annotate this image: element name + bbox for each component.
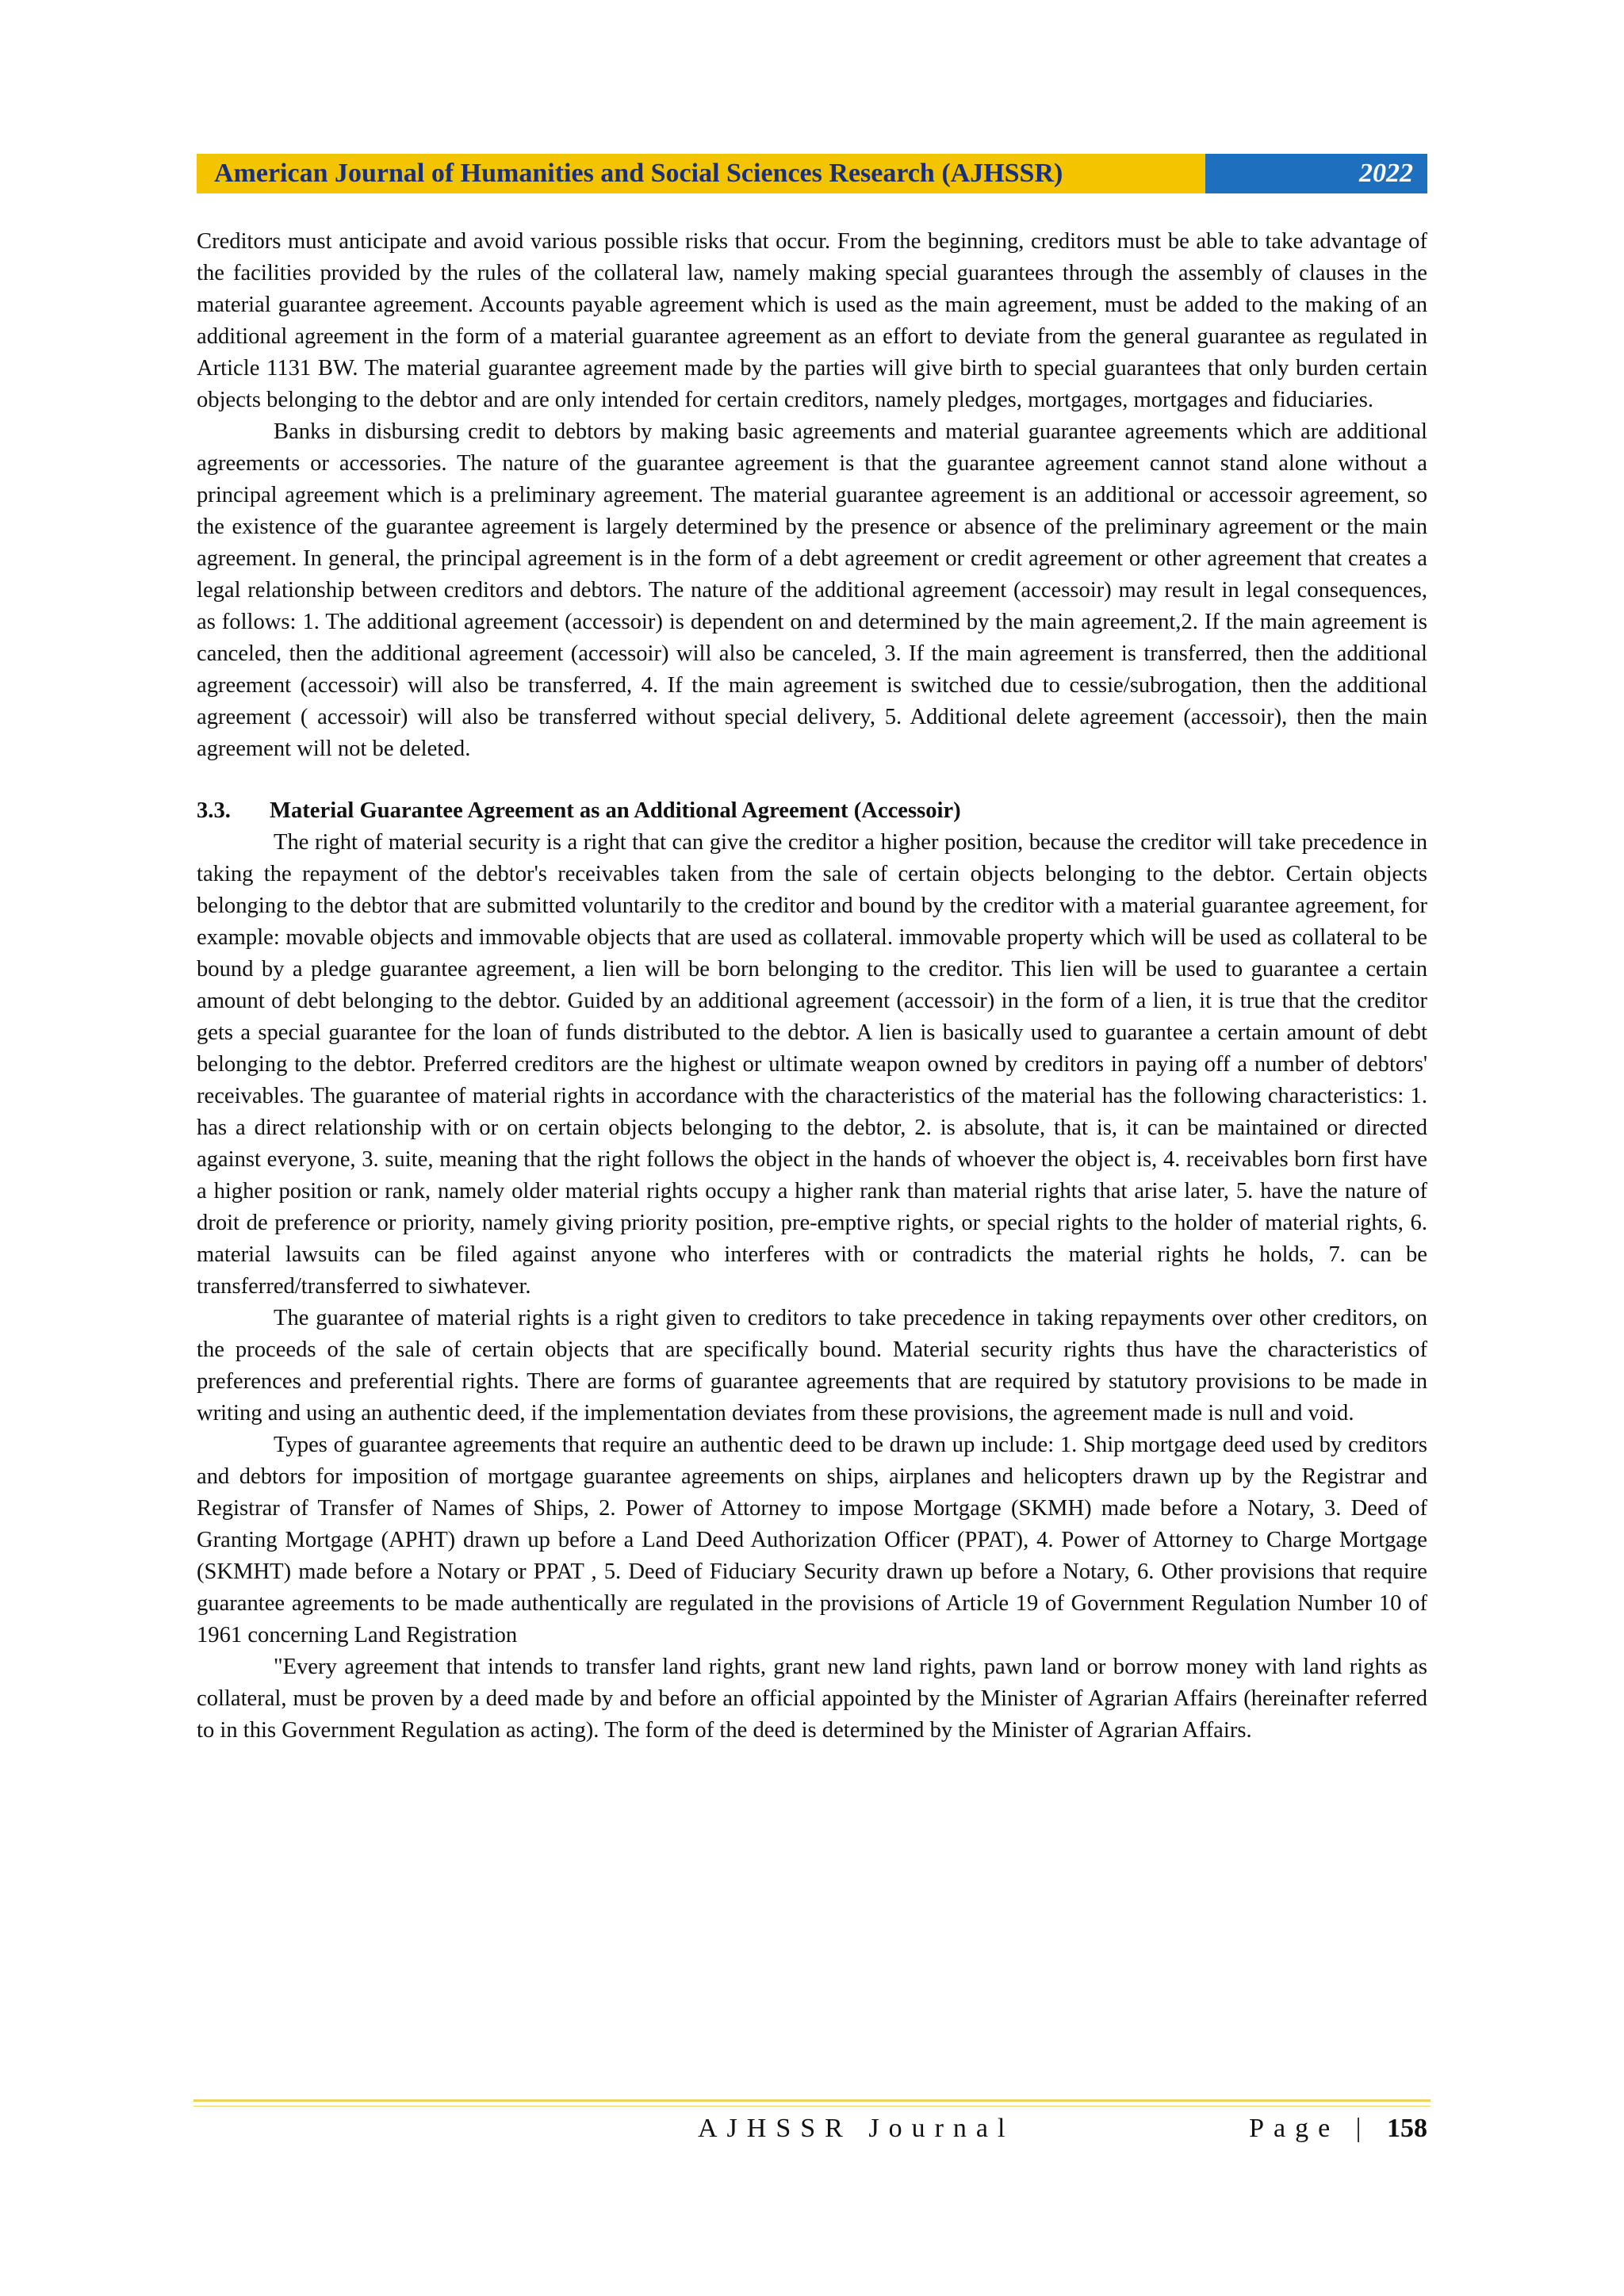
- footer-page-number: 158: [1387, 2114, 1427, 2143]
- article-body: [197, 226, 1427, 1747]
- paragraph-3: The right of material security is a right that can give the creditor a higher position, because the creditor will take precedence in taking the repayment of the debtor's receivables taken from the sale of certain objects belonging to the debtor. Certain objects belonging to the debtor that are submitted voluntarily to the creditor and bound by the creditor with a material guarantee agreement, for example: movable objects and immovable objects that are used as collateral. immovable property which will be used as collateral to be bound by a pledge guarantee agreement, a lien will be born belonging to the creditor. This lien will be used to guarantee a certain amount of debt belonging to the debtor. Guided by an additional agreement (accessoir) in the form of a lien, it is true that the creditor gets a special guarantee for the loan of funds distributed to the debtor. A lien is basically used to guarantee a certain amount of debt belonging to the debtor. Preferred creditors are the highest or ultimate weapon owned by creditors in paying off a number of debtors' receivables. The guarantee of material rights in accordance with the characteristics of the material has the following characteristics: 1. has a direct relationship with or on certain objects belonging to the debtor, 2. is absolute, that is, it can be maintained or directed against everyone, 3. suite, meaning that the right follows the object in the hands of whoever the object is, 4. receivables born first have a higher position or rank, namely older material rights occupy a higher rank than material rights that arise later, 5. have the nature of droit de preference or priority, namely giving priority position, pre-emptive rights, or special rights to the holder of material rights, 6. material lawsuits can be filed against anyone who interferes with or contradicts the material rights he holds, 7. can be transferred/transferred to siwhatever.: [197, 830, 1427, 1299]
- publication-year: 2022: [1205, 154, 1427, 193]
- paragraph-6-quote: "Every agreement that intends to transfer land rights, grant new land rights, pawn land or borrow money with land rights as collateral, must be proven by a deed made by and before an official appointed by the Minister of Agrarian Affairs (hereinafter referred to in this Government Regulation as acting). The form of the deed is determined by the Minister of Agrarian Affairs.: [197, 1655, 1427, 1743]
- page-header: [197, 154, 1427, 193]
- section-number: 3.3.: [197, 798, 231, 823]
- paragraph-5: Types of guarantee agreements that require an authentic deed to be drawn up include: 1. Ship mortgage deed used by creditors and debtors for imposition of mortgage guarantee agreements on ships, airplanes and helicopters drawn up by the Registrar and Registrar of Transfer of Names of Ships, 2. Power of Attorney to impose Mortgage (SKMH) made before a Notary, 3. Deed of Granting Mortgage (APHT) drawn up before a Land Deed Authorization Officer (PPAT), 4. Power of Attorney to Charge Mortgage (SKMHT) made before a Notary or PPAT , 5. Deed of Fiduciary Security drawn up before a Notary, 6. Other provisions that require guarantee agreements to be made authentically are regulated in the provisions of Article 19 of Government Regulation Number 10 of 1961 concerning Land Registration: [197, 1433, 1427, 1647]
- paragraph-1: Creditors must anticipate and avoid various possible risks that occur. From the beginning, creditors must be able to take advantage of the facilities provided by the rules of the collateral law, namely making special guarantees through the assembly of clauses in the material guarantee agreement. Accounts payable agreement which is used as the main agreement, must be added to the making of an additional agreement in the form of a material guarantee agreement as an effort to deviate from the general guarantee as regulated in Article 1131 BW. The material guarantee agreement made by the parties will give birth to special guarantees that only burden certain objects belonging to the debtor and are only intended for certain creditors, namely pledges, mortgages, mortgages and fiduciaries.: [197, 229, 1427, 412]
- footer-journal-name: AJHSSR Journal: [698, 2114, 1015, 2143]
- section-title: Material Guarantee Agreement as an Additional Agreement (Accessoir): [270, 798, 961, 823]
- footer-page-label: Page |: [1249, 2114, 1371, 2143]
- journal-title: American Journal of Humanities and Social Sciences Research (AJHSSR): [197, 154, 1205, 193]
- page-footer: [197, 2111, 1427, 2146]
- section-heading: [197, 795, 1427, 827]
- footer-page-indicator: [1249, 2111, 1427, 2146]
- footer-divider: [193, 2099, 1431, 2107]
- paragraph-4: The guarantee of material rights is a right given to creditors to take precedence in taking repayments over other creditors, on the proceeds of the sale of certain objects that are specifically bound. Material security rights thus have the characteristics of preferences and preferential rights. There are forms of guarantee agreements that are required by statutory provisions to be made in writing and using an authentic deed, if the implementation deviates from these provisions, the agreement made is null and void.: [197, 1306, 1427, 1425]
- paragraph-2: Banks in disbursing credit to debtors by making basic agreements and material guarantee agreements which are additional agreements or accessories. The nature of the guarantee agreement is that the guarantee agreement cannot stand alone without a principal agreement which is a preliminary agreement. The material guarantee agreement is an additional or accessoir agreement, so the existence of the guarantee agreement is largely determined by the presence or absence of the preliminary agreement or the main agreement. In general, the principal agreement is in the form of a debt agreement or credit agreement or other agreement that creates a legal relationship between creditors and debtors. The nature of the additional agreement (accessoir) may result in legal consequences, as follows: 1. The additional agreement (accessoir) is dependent on and determined by the main agreement,2. If the main agreement is canceled, then the additional agreement (accessoir) will also be canceled, 3. If the main agreement is transferred, then the additional agreement (accessoir) will also be transferred, 4. If the main agreement is switched due to cessie/subrogation, then the additional agreement ( accessoir) will also be transferred without special delivery, 5. Additional delete agreement (accessoir), then the main agreement will not be deleted.: [197, 419, 1427, 761]
